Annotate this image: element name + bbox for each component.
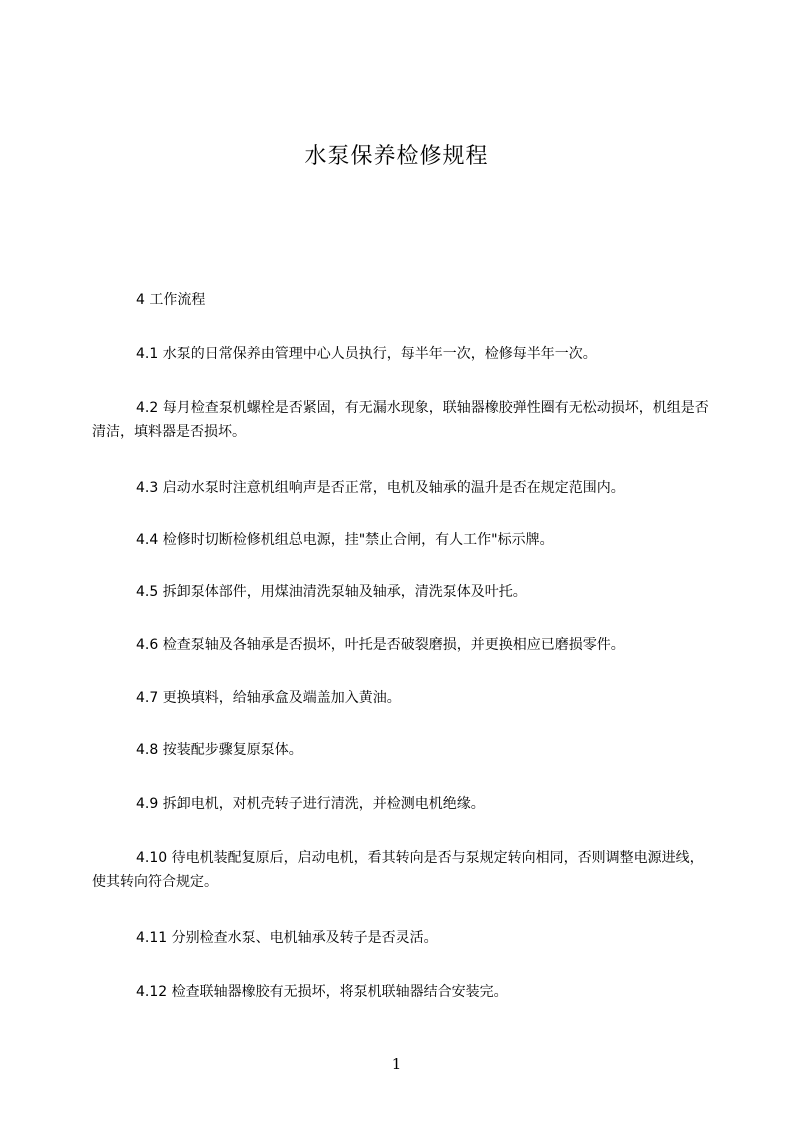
paragraph-4-4: 4.4 检修时切断检修机组总电源，挂"禁止合闸，有人工作"标示牌。 — [136, 532, 554, 548]
section-heading: 4 工作流程 — [136, 292, 206, 308]
page-number: 1 — [391, 1055, 402, 1073]
paragraph-4-3: 4.3 启动水泵时注意机组响声是否正常，电机及轴承的温升是否在规定范围内。 — [136, 480, 625, 496]
paragraph-4-1: 4.1 水泵的日常保养由管理中心人员执行，每半年一次，检修每半年一次。 — [136, 346, 597, 362]
paragraph-4-8: 4.8 按装配步骤复原泵体。 — [136, 742, 303, 758]
paragraph-4-11: 4.11 分别检查水泵、电机轴承及转子是否灵活。 — [136, 930, 438, 946]
paragraph-4-5: 4.5 拆卸泵体部件，用煤油清洗泵轴及轴承，清洗泵体及叶托。 — [136, 584, 527, 600]
paragraph-4-2: 4.2 每月检查泵机螺栓是否紧固，有无漏水现象，联轴器橡胶弹性圈有无松动损坏，机组是否清洁，填料器是否损坏。 — [92, 400, 709, 440]
paragraph-4-10: 4.10 待电机装配复原后，启动电机，看其转向是否与泵规定转向相同，否则调整电源进线，使其转向符合规定。 — [92, 850, 704, 890]
paragraph-4-9: 4.9 拆卸电机，对机壳转子进行清洗，并检测电机绝缘。 — [136, 796, 485, 812]
paragraph-4-12: 4.12 检查联轴器橡胶有无损坏，将泵机联轴器结合安装完。 — [136, 984, 508, 1000]
paragraph-4-7: 4.7 更换填料，给轴承盒及端盖加入黄油。 — [136, 690, 401, 706]
paragraph-4-6: 4.6 检查泵轴及各轴承是否损坏，叶托是否破裂磨损，并更换相应已磨损零件。 — [136, 637, 625, 653]
document-title: 水泵保养检修规程 — [304, 144, 489, 169]
